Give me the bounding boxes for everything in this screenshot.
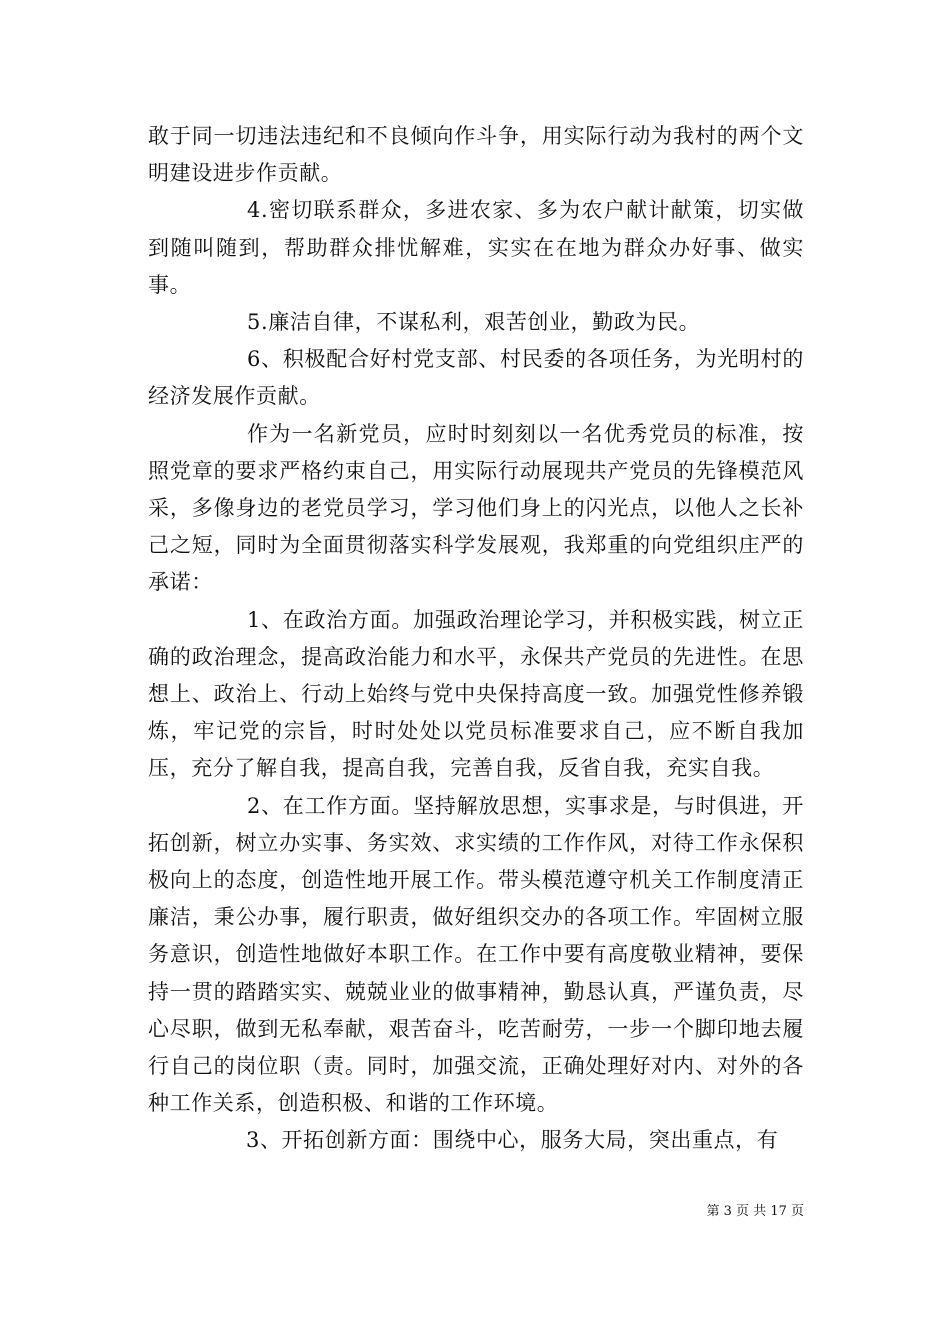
paragraph-innovation: 3、开拓创新方面：围绕中心，服务大局，突出重点，有 (246, 1128, 779, 1153)
paragraph-pledge-intro: 作为一名新党员，应时时刻刻以一名优秀党员的标准，按照党章的要求严格约束自己，用实际行动展现共产党员的先锋模范风采，多像身边的老党员学习，学习他们身上的闪光点，以他人之长补己之短，同时为全面贯彻落实科学发展观，我郑重的向党组织庄严的承诺： (148, 421, 804, 595)
paragraph-item-4: 4.密切联系群众，多进农家、多为农户献计献策，切实做到随叫随到，帮助群众排忧解难，实实在在地为群众办好事、做实事。 (148, 198, 804, 297)
paragraph-continuation: 敢于同一切违法违纪和不良倾向作斗争，用实际行动为我村的两个文明建设进步作贡献。 (148, 124, 804, 186)
paragraph-item-5: 5.廉洁自律，不谋私利，艰苦创业，勤政为民。 (247, 310, 701, 335)
document-body (148, 118, 804, 1160)
paragraph-work: 2、在工作方面。坚持解放思想，实事求是，与时俱进，开拓创新，树立办实事、务实效、求实绩的工作作风，对待工作永保积极向上的态度，创造性地开展工作。带头模范遵守机关工作制度清正廉洁，秉公办事，履行职责，做好组织交办的各项工作。牢固树立服务意识，创造性地做好本职工作。在工作中要有高度敬业精神，要保持一贯的踏踏实实、兢兢业业的做事精神，勤恳认真，严谨负责，尽心尽职，做到无私奉献，艰苦奋斗，吃苦耐劳，一步一个脚印地去履行自己的岗位职（责。同时，加强交流，正确处理好对内、对外的各种工作关系，创造积极、和谐的工作环境。 (148, 793, 804, 1116)
page-number: 第 3 页 共 17 页 (706, 1204, 804, 1219)
paragraph-item-6: 6、积极配合好村党支部、村民委的各项任务，为光明村的经济发展作贡献。 (148, 347, 804, 409)
paragraph-political: 1、在政治方面。加强政治理论学习，并积极实践，树立正确的政治理念，提高政治能力和水平，永保共产党员的先进性。在思想上、政治上、行动上始终与党中央保持高度一致。加强党性修养锻炼，牢记党的宗旨，时时处处以党员标准要求自己，应不断自我加压，充分了解自我，提高自我，完善自我，反省自我，充实自我。 (148, 607, 804, 781)
